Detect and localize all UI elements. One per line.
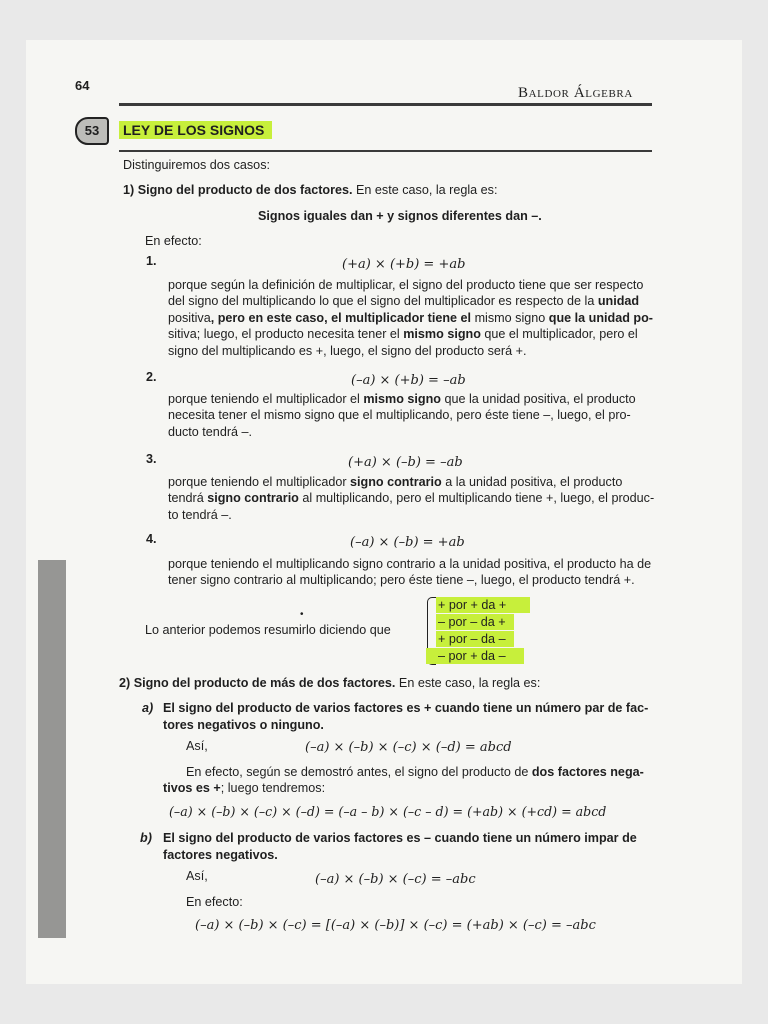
bold-phrase: unidad: [597, 294, 640, 309]
text-run: tener signo contrario al multiplicando; pero éste tiene –, luego, el producto tendrá +.: [168, 573, 635, 588]
case2a-explain-text: ; luego tendremos:: [220, 781, 326, 795]
text-run: que el multiplicador, pero el: [480, 327, 638, 342]
case1-label: 1): [123, 183, 135, 197]
case2b-asi: Así,: [186, 869, 208, 883]
text-run: porque teniendo el multiplicando signo contrario a la unidad positiva, el producto ha de: [168, 557, 652, 571]
case2-label: 2): [119, 676, 131, 690]
text-line: [168, 507, 654, 523]
text-run: del signo del multiplicando lo que el signo del multiplicador es respecto de la: [168, 294, 598, 309]
en-efecto: En efecto:: [145, 234, 202, 248]
case2a-explain-bold: tivos es +: [163, 781, 221, 795]
text-line: [168, 310, 653, 326]
bold-phrase: que la unidad po-: [545, 310, 653, 325]
running-title: Baldor Álgebra: [518, 85, 633, 101]
case2b-en-efecto: En efecto:: [186, 895, 243, 909]
text-run: porque teniendo el multiplicador: [168, 475, 351, 489]
case2a-rule: El signo del producto de varios factores es + cuando tiene un número par de fac-: [163, 701, 649, 715]
text-run: tendrá: [168, 491, 208, 506]
item-explanation: [168, 556, 651, 589]
summary-rule: – por + da –: [426, 648, 524, 664]
item-number: 1.: [146, 254, 157, 268]
text-line: [168, 556, 651, 572]
case2a-explain: [186, 764, 644, 780]
case2a-explain-bold: dos factores nega-: [531, 765, 644, 779]
bold-phrase: signo contrario: [207, 491, 299, 506]
case2b-equation: (–a) × (–b) × (–c) = –abc: [315, 872, 476, 887]
page-number: 64: [75, 78, 90, 93]
text-run: porque según la definición de multiplicar, el signo del producto tiene que ser respecto: [168, 278, 644, 292]
case2a-equation: (–a) × (–b) × (–c) × (–d) = abcd: [305, 740, 512, 755]
summary-rule: – por – da +: [436, 614, 514, 630]
text-run: a la unidad positiva, el producto: [441, 475, 623, 489]
text-run: mismo signo: [474, 310, 546, 325]
item-explanation: [168, 474, 654, 523]
text-run: signo del multiplicando es +, luego, el signo del producto será +.: [168, 343, 527, 358]
item-equation: (–a) × (+b) = –ab: [351, 373, 466, 388]
case2-heading-bold: Signo del producto de más de dos factores.: [133, 676, 396, 690]
text-line: [168, 326, 653, 342]
ink-dot: •: [300, 609, 304, 620]
case2b-label: b): [140, 831, 152, 845]
case2-heading: [119, 675, 540, 691]
case2a-rule-cont: tores negativos o ninguno.: [163, 718, 324, 732]
bold-phrase: signo contrario: [350, 475, 442, 489]
text-line: [168, 277, 653, 293]
text-line: [168, 343, 653, 359]
item-number: 3.: [146, 452, 157, 466]
page-margin-bar: [38, 560, 66, 938]
item-explanation: [168, 391, 636, 440]
case2b-rule: El signo del producto de varios factores es – cuando tiene un número impar de: [163, 831, 637, 845]
text-run: to tendrá –.: [168, 507, 232, 522]
case2b-derivation: (–a) × (–b) × (–c) = [(–a) × (–b)] × (–c) = (+ab) × (–c) = –abc: [195, 918, 596, 933]
item-equation: (+a) × (–b) = –ab: [348, 455, 463, 470]
case1-heading: [123, 182, 497, 198]
text-run: sitiva; luego, el producto necesita tener el: [168, 327, 404, 342]
case2-heading-rest: En este caso, la regla es:: [395, 676, 541, 690]
bold-phrase: mismo signo: [363, 392, 441, 406]
case2b-rule-cont: factores negativos.: [163, 848, 278, 862]
text-line: [168, 407, 636, 423]
case2a-derivation: (–a) × (–b) × (–c) × (–d) = (–a – b) × (–c – d) = (+ab) × (+cd) = abcd: [169, 804, 607, 819]
bold-phrase: mismo signo: [403, 327, 481, 342]
case2a-asi: Así,: [186, 739, 208, 753]
section-title: LEY DE LOS SIGNOS: [119, 121, 272, 139]
text-run: porque teniendo el multiplicador el: [168, 392, 364, 406]
case1-rule: Signos iguales dan + y signos diferentes dan –.: [258, 209, 542, 223]
case1-heading-bold: Signo del producto de dos factores.: [137, 183, 353, 197]
item-equation: (–a) × (–b) = +ab: [350, 535, 465, 550]
summary-rule: + por + da +: [436, 597, 530, 613]
text-run: que la unidad positiva, el producto: [441, 392, 636, 406]
text-line: [168, 293, 653, 309]
item-explanation: [168, 277, 653, 359]
text-line: [168, 391, 636, 407]
text-line: [168, 572, 651, 588]
text-run: positiva: [168, 310, 211, 325]
item-number: 2.: [146, 370, 157, 384]
case2a-label: a): [142, 701, 154, 715]
item-number: 4.: [146, 532, 157, 546]
intro-text: Distinguiremos dos casos:: [123, 158, 270, 172]
summary-rule: + por – da –: [436, 631, 514, 647]
case2a-explain-text: En efecto, según se demostró antes, el signo del producto de: [186, 765, 532, 779]
case1-heading-rest: En este caso, la regla es:: [352, 183, 498, 197]
header-rule: [119, 103, 652, 106]
item-equation: (+a) × (+b) = +ab: [342, 257, 466, 272]
section-number-badge: 53: [75, 117, 109, 145]
section-rule: [119, 150, 652, 152]
text-run: al multiplicando, pero el multiplicando tiene +, luego, el produc-: [298, 491, 655, 506]
text-run: necesita tener el mismo signo que el multiplicando, pero éste tiene –, luego, el pro-: [168, 408, 631, 423]
summary-lead: Lo anterior podemos resumirlo diciendo que: [145, 623, 391, 637]
text-line: [168, 490, 654, 506]
text-line: [168, 474, 654, 490]
case2a-explain-cont: [163, 780, 325, 796]
bold-phrase: , pero en este caso, el multiplicador tiene el: [210, 310, 475, 325]
text-run: ducto tendrá –.: [168, 424, 253, 439]
text-line: [168, 424, 636, 440]
